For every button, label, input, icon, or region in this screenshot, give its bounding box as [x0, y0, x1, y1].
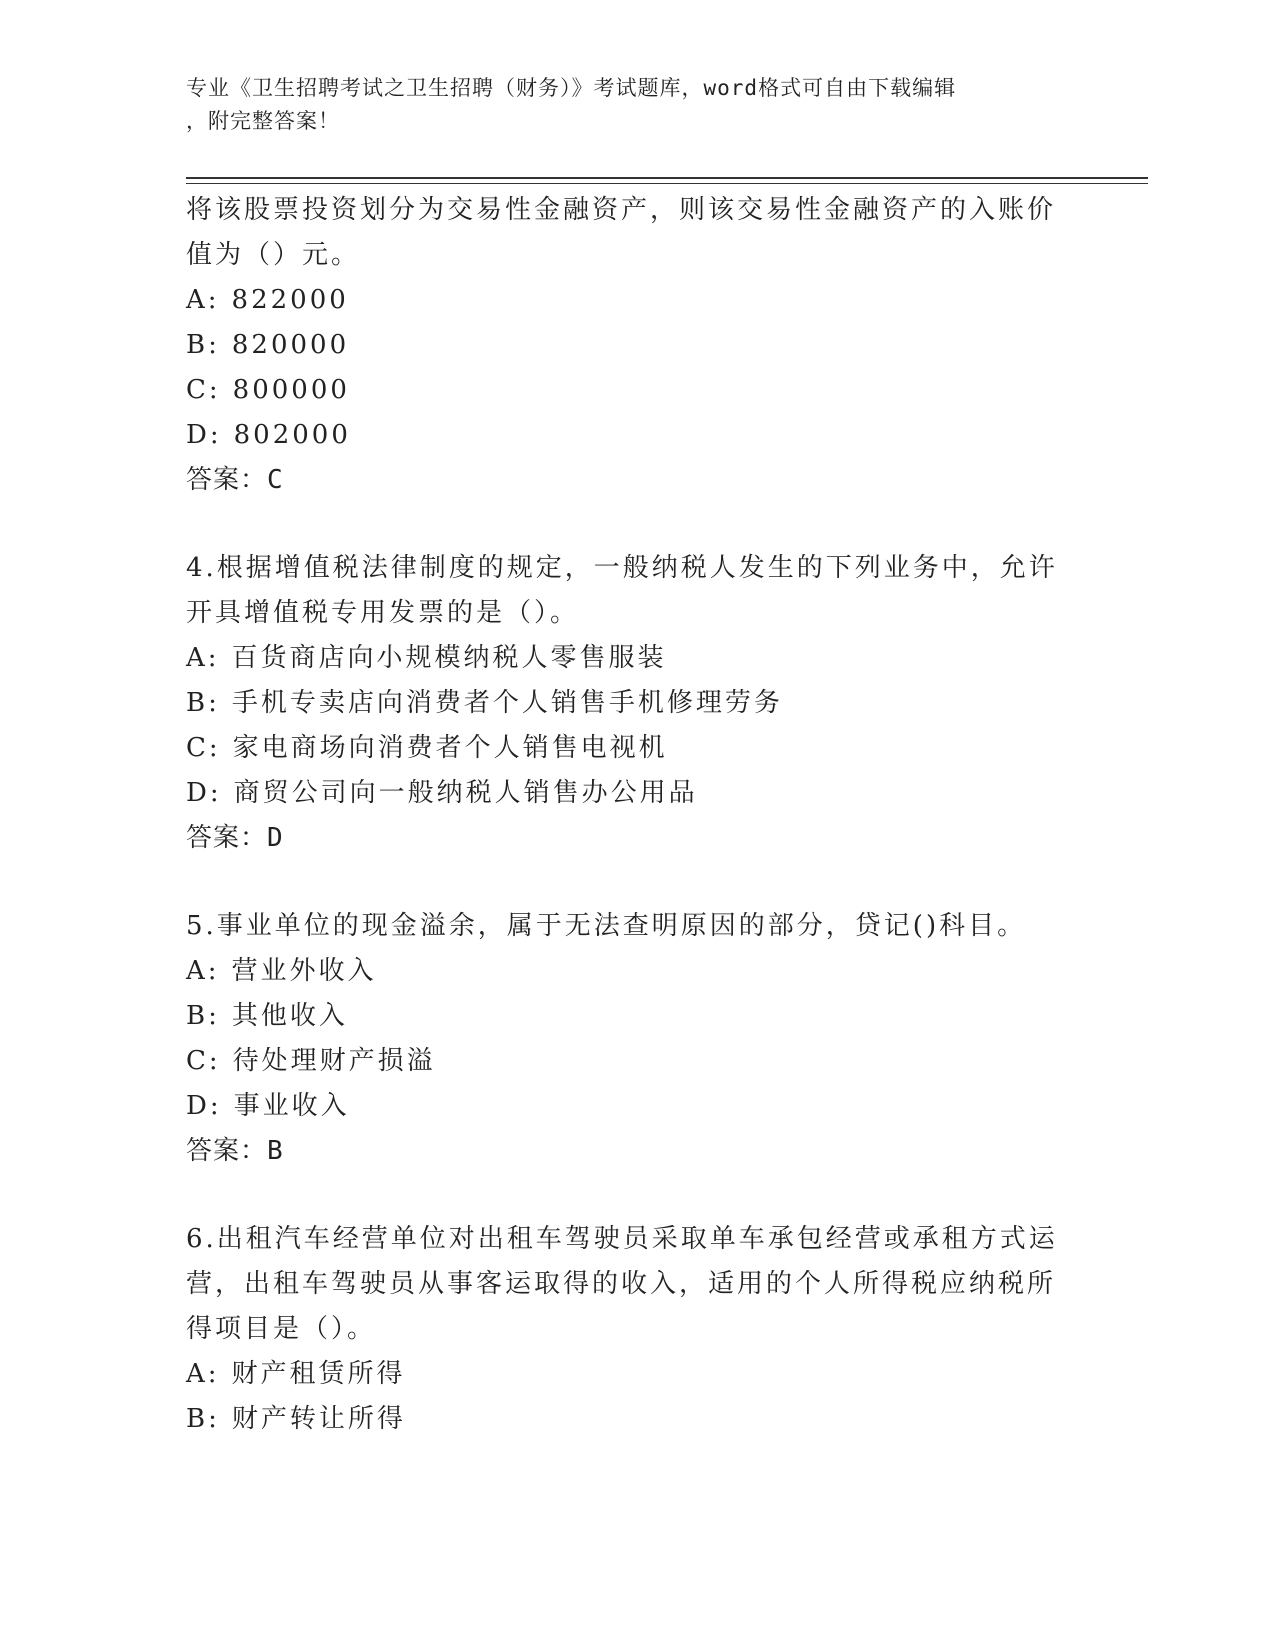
question-list: [186, 188, 1066, 1442]
question-3-answer: 答案：C: [186, 465, 284, 495]
question-6-option-a: [186, 1352, 1066, 1397]
option-letter: D:: [186, 778, 222, 808]
question-4-answer: 答案：D: [186, 823, 284, 853]
question-spacer: [186, 1174, 1066, 1217]
question-6-stem-line-1: 6.出租汽车经营单位对出租车驾驶员采取单车承包经营或承租方式运: [186, 1224, 1058, 1254]
option-letter: A:: [186, 643, 220, 673]
option-letter: A:: [186, 956, 220, 986]
question-3-option-a: [186, 278, 1066, 323]
question-3-stem-line-2: 值为（）元。: [186, 240, 361, 270]
question-3-stem-line-1: 将该股票投资划分为交易性金融资产，则该交易性金融资产的入账价: [186, 195, 1057, 225]
header-line-2: ，附完整答案！: [186, 109, 340, 133]
option-text: 800000: [232, 375, 350, 405]
question-5-option-d: [186, 1084, 1066, 1129]
option-text: 其他收入: [231, 1001, 348, 1031]
option-letter: C:: [186, 375, 221, 405]
option-text: 商贸公司向一般纳税人销售办公用品: [233, 778, 698, 808]
question-spacer: [186, 861, 1066, 904]
question-3-option-b: [186, 323, 1066, 368]
option-text: 820000: [231, 330, 350, 360]
option-text: 财产租赁所得: [231, 1359, 406, 1389]
option-letter: C:: [186, 733, 221, 763]
option-letter: D:: [186, 1091, 222, 1121]
option-letter: A:: [186, 285, 220, 315]
question-5: [186, 904, 1066, 1174]
option-letter: D:: [186, 420, 222, 450]
question-4-stem-line-2: 开具增值税专用发票的是（）。: [186, 598, 580, 628]
question-4-option-d: [186, 771, 1066, 816]
question-4-option-c: [186, 726, 1066, 771]
option-text: 802000: [233, 420, 351, 450]
option-text: 手机专卖店向消费者个人销售手机修理劳务: [231, 688, 783, 718]
question-6-option-b: [186, 1397, 1066, 1442]
question-6-stem-line-2: 营，出租车驾驶员从事客运取得的收入，适用的个人所得税应纳税所: [186, 1269, 1057, 1299]
option-letter: B:: [186, 688, 220, 718]
question-6-stem-line-3: 得项目是（）。: [186, 1314, 377, 1344]
question-5-option-b: [186, 994, 1066, 1039]
header-divider-thin: [186, 183, 1148, 184]
header-divider-thick: [186, 177, 1148, 179]
question-4-stem-line-1: 4.根据增值税法律制度的规定，一般纳税人发生的下列业务中，允许: [186, 553, 1058, 583]
question-spacer: [186, 503, 1066, 546]
option-text: 待处理财产损溢: [232, 1046, 436, 1076]
option-letter: B:: [186, 330, 220, 360]
question-4-option-b: [186, 681, 1066, 726]
question-6: [186, 1217, 1066, 1442]
question-5-option-a: [186, 949, 1066, 994]
question-5-stem-line-1: 5.事业单位的现金溢余，属于无法查明原因的部分，贷记()科目。: [186, 911, 1027, 941]
option-letter: B:: [186, 1404, 220, 1434]
question-3-option-d: [186, 413, 1066, 458]
option-text: 家电商场向消费者个人销售电视机: [232, 733, 668, 763]
question-4-option-a: [186, 636, 1066, 681]
option-letter: C:: [186, 1046, 221, 1076]
option-text: 事业收入: [233, 1091, 350, 1121]
question-5-option-c: [186, 1039, 1066, 1084]
header-line-1: 专业《卫生招聘考试之卫生招聘（财务）》考试题库，word格式可自由下载编辑: [186, 76, 957, 100]
option-letter: B:: [186, 1001, 220, 1031]
question-5-answer: 答案：B: [186, 1136, 284, 1166]
document-header: [186, 72, 1066, 138]
option-letter: A:: [186, 1359, 220, 1389]
option-text: 营业外收入: [231, 956, 377, 986]
question-3-option-c: [186, 368, 1066, 413]
question-4: [186, 546, 1066, 861]
option-text: 822000: [231, 285, 349, 315]
option-text: 财产转让所得: [231, 1404, 406, 1434]
question-3: [186, 188, 1066, 503]
option-text: 百货商店向小规模纳税人零售服装: [231, 643, 667, 673]
